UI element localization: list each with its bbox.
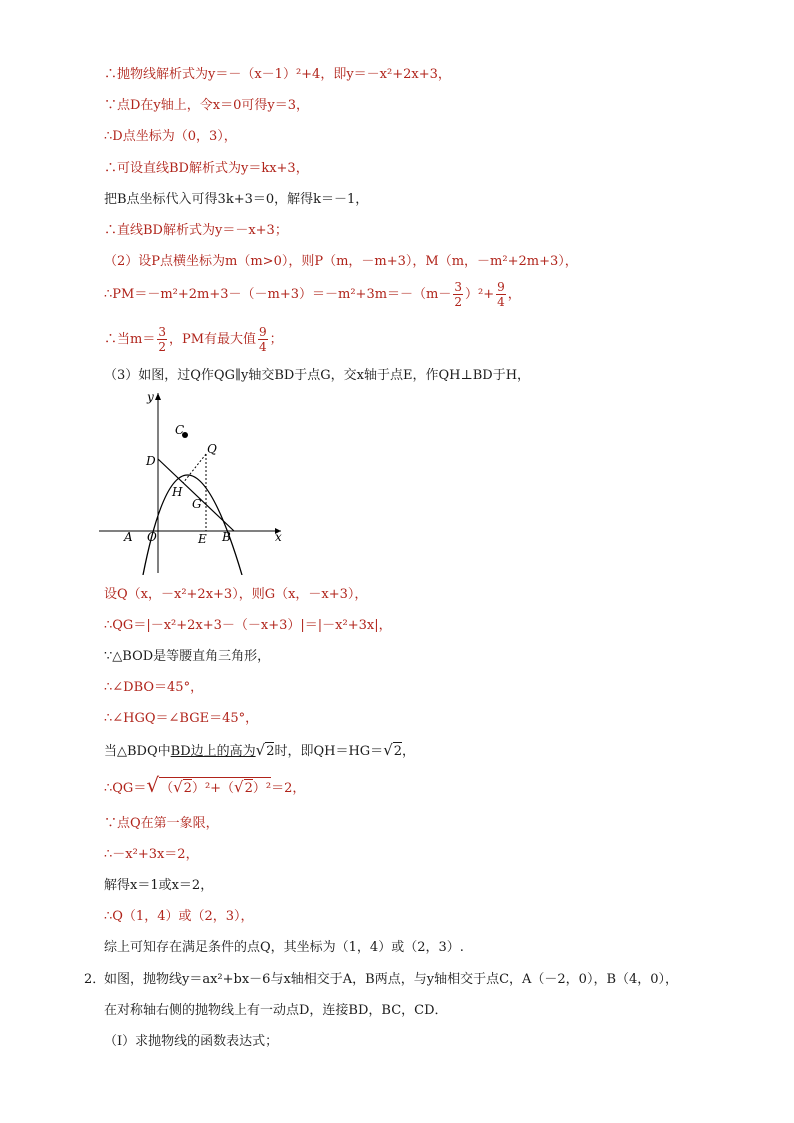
line-11: 设Q（x，－x²+2x+3），则G（x，－x+3）， (104, 587, 368, 602)
line-4: ∴可设直线BD解析式为y＝kx+3， (104, 161, 309, 176)
line-14: ∴∠DBO＝45°， (104, 680, 204, 695)
label-q: Q (207, 442, 217, 456)
line-6: ∴直线BD解析式为y＝－x+3； (104, 223, 288, 238)
question-2-text-cont: 在对称轴右侧的抛物线上有一动点D，连接BD，BC，CD． (104, 1003, 448, 1018)
line-15: ∴∠HGQ＝∠BGE＝45°， (104, 711, 259, 726)
line-bd (158, 459, 234, 531)
label-o: O (147, 530, 157, 544)
line-3: ∴D点坐标为（0，3）， (104, 129, 237, 144)
line-22: 综上可知存在满足条件的点Q，其坐标为（1，4）或（2，3）. (104, 940, 464, 955)
label-a: A (124, 530, 133, 544)
line-2: ∵点D在y轴上，令x＝0可得y＝3， (104, 98, 309, 113)
label-b: B (222, 530, 231, 544)
line-9: ∴当m＝ $\frac{3}{2}$ ，PM有最大值 $\frac{9}{4}$ ； (104, 325, 283, 354)
label-x: x (275, 530, 282, 544)
parabola-figure (95, 385, 290, 575)
label-e: E (198, 532, 207, 546)
question-2-number: 2． (84, 972, 106, 987)
label-c: C (175, 423, 185, 437)
line-13: ∵△BOD是等腰直角三角形， (104, 649, 271, 664)
question-2-text: 如图，抛物线y＝ax²+bx－6与x轴相交于A，B两点，与y轴相交于点C，A（－2，0），B（4，0）， (104, 972, 679, 987)
label-d: D (146, 454, 156, 468)
line-21: ∴Q（1，4）或（2，3）， (104, 909, 254, 924)
label-y: y (147, 390, 154, 404)
label-h: H (172, 485, 183, 499)
segment-qh (183, 454, 206, 483)
line-1: ∴抛物线解析式为y＝－（x－1）²+4，即y＝－x²+2x+3， (104, 67, 451, 82)
line-19: ∴－x²+3x＝2， (104, 847, 199, 862)
label-g: G (192, 497, 202, 511)
line-20: 解得x＝1或x＝2， (104, 878, 214, 893)
question-2-part-1: （Ⅰ）求抛物线的函数表达式； (104, 1034, 279, 1049)
line-16: 当△BDQ中BD边上的高为√2时，即QH＝HG＝√2， (104, 741, 416, 759)
line-12: ∴QG＝|－x²+2x+3－（－x+3）|＝|－x²+3x|， (104, 618, 392, 633)
line-8: ∴PM＝－m²+2m+3－（－m+3）＝－m²+3m＝－（m－ $\frac{3}{2}$ ）²+ $\frac{9}{4}$ ， (104, 280, 521, 309)
line-10: （3）如图，过Q作QG∥y轴交BD于点G，交x轴于点E，作QH⊥BD于H， (104, 368, 531, 383)
line-5: 把B点坐标代入可得3k+3＝0，解得k＝－1， (104, 192, 369, 207)
line-7: （2）设P点横坐标为m（m>0），则P（m，－m+3），M（m，－m²+2m+3）， (104, 254, 578, 269)
line-17: ∴QG＝√（√2）²+（√2）²＝2， (104, 773, 306, 797)
y-axis-arrow (155, 393, 161, 400)
line-18: ∵点Q在第一象限， (104, 816, 219, 831)
